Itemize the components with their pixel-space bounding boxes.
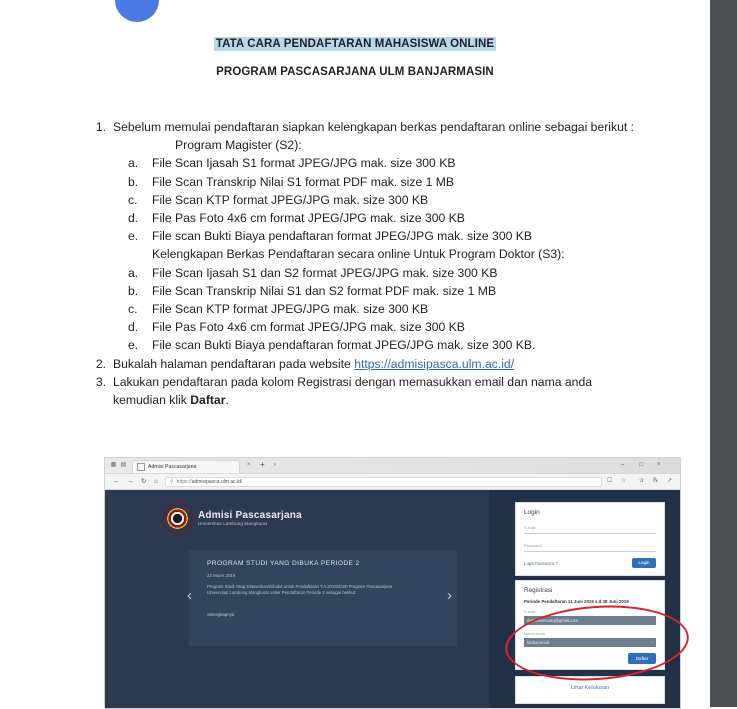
carousel-next-icon[interactable]: › — [447, 587, 452, 604]
registration-name-input[interactable] — [524, 638, 656, 647]
registration-name-label: Nama Anda — [524, 631, 545, 636]
hero-heading: PROGRAM STUDI YANG DIBUKA PERIODE 2 — [207, 560, 360, 567]
list-item-s2-b — [0, 173, 710, 191]
document-title-primary-text: TATA CARA PENDAFTARAN MAHASISWA ONLINE — [215, 38, 495, 50]
list-item-text: File Scan KTP format JPEG/JPG mak. size 300 KB — [152, 302, 429, 317]
hero-paragraph: Program Studi Yang Ditawarkan/Dibuka untuk Pendaftaran T.A 2019/2020 Program Pascasarjana Universitas Lambung Mangkurat untuk Pendaftaran Periode 2 sebagai berikut: — [207, 584, 393, 596]
list-marker: e. — [128, 229, 139, 244]
window-close-icon[interactable]: × — [657, 462, 661, 468]
list-item-text: Lakukan pendaftaran pada kolom Registrasi dengan memasukkan email dan nama anda — [113, 374, 593, 389]
url-host: admisipasca.ulm.ac.id — [191, 478, 241, 485]
list-item-1 — [0, 118, 710, 136]
list-item-text: File Scan Ijasah S1 dan S2 format JPEG/JPG mak. size 300 KB — [152, 265, 498, 280]
list-marker: c. — [128, 302, 138, 317]
back-icon[interactable]: ← — [113, 478, 120, 485]
list-item-s2-e — [0, 227, 710, 245]
list-marker: e. — [128, 338, 139, 353]
hero-date: 22 Maret 2019 — [207, 573, 236, 578]
new-tab-icon[interactable]: + — [260, 460, 265, 469]
carousel-prev-icon[interactable]: ‹ — [187, 587, 192, 604]
list-marker: d. — [128, 320, 139, 335]
login-card — [515, 502, 665, 576]
url-path: / — [240, 478, 243, 485]
home-icon[interactable]: ⌂ — [154, 478, 158, 485]
registration-card — [515, 580, 665, 670]
reading-view-icon[interactable]: ☐ — [607, 478, 613, 484]
forward-icon[interactable]: → — [127, 478, 134, 485]
hero-more-link[interactable]: Selengkapnya — [207, 612, 235, 617]
daftar-button[interactable]: Daftar — [628, 653, 656, 664]
list-item-text-end: . — [225, 393, 229, 408]
list-item-text: File Pas Foto 4x6 cm format JPEG/JPG mak. size 300 KB — [152, 211, 465, 226]
login-email-label: E-mail — [524, 525, 536, 530]
list-marker: a. — [128, 265, 139, 280]
list-item-text: Sebelum memulai pendaftaran siapkan kelengkapan berkas pendaftaran online sebagai berikut : — [113, 120, 635, 134]
login-password-input[interactable] — [524, 551, 656, 552]
registration-name-value: Mohammad — [527, 640, 550, 645]
login-password-label: Password — [524, 543, 542, 548]
reload-icon[interactable]: ↻ — [141, 478, 147, 485]
list-marker: 3. — [95, 374, 106, 389]
list-item-s3-b — [0, 282, 710, 300]
favorite-star-icon[interactable]: ☆ — [621, 478, 627, 484]
url-text — [177, 479, 243, 485]
list-item-text: File Scan Transkrip Nilai S1 format PDF mak. size 1 MB — [152, 174, 455, 189]
browser-tab-title: Admisi Pascasarjana — [148, 464, 197, 470]
registration-email-input[interactable]: dalamsemuraq@gmail.com — [524, 616, 656, 625]
list-item-text: File scan Bukti Biaya pendaftaran format JPEG/JPG mak. size 300 KB. — [152, 338, 536, 353]
login-card-title: Login — [524, 509, 540, 516]
list-item-text: Bukalah halaman pendaftaran pada website — [113, 356, 355, 371]
set-tabs-aside-icon[interactable]: ▤ — [120, 462, 127, 468]
list-item-text: File Scan Ijasah S1 format JPEG/JPG mak. size 300 KB — [152, 156, 456, 171]
tab-favicon — [137, 463, 145, 471]
list-marker: 2. — [95, 356, 106, 371]
list-item-s3-a — [0, 264, 710, 282]
login-button[interactable]: Login — [632, 558, 656, 568]
browser-tab-strip — [105, 458, 680, 474]
list-item-s3-d — [0, 318, 710, 336]
chevron-left-icon: ‹ — [650, 640, 652, 645]
window-minimize-icon[interactable]: – — [621, 462, 625, 468]
login-email-input[interactable] — [524, 533, 656, 534]
browser-tab[interactable] — [132, 460, 240, 473]
window-maximize-icon[interactable]: □ — [639, 462, 643, 468]
registration-email-label: E-mail — [524, 609, 536, 614]
lihat-kelulusan-link[interactable]: Lihat Kelulusan — [570, 685, 610, 691]
browser-address-bar — [105, 474, 680, 490]
list-marker: c. — [128, 192, 138, 207]
subheading-magister: Program Magister (S2): — [175, 138, 302, 153]
hero-carousel-card — [189, 550, 457, 646]
tab-preview-icon[interactable]: ▦ — [110, 462, 117, 468]
url-input[interactable] — [165, 477, 602, 487]
brand-text — [198, 510, 302, 526]
list-marker: b. — [128, 283, 139, 298]
lock-icon: ⚲ — [170, 478, 174, 485]
list-item-s2-d — [0, 209, 710, 227]
brand-subtitle: Universitas Lambung Mangkurat — [198, 521, 268, 527]
list-item-text: File scan Bukti Biaya pendaftaran format JPEG/JPG mak. size 300 KB — [152, 229, 533, 244]
list-item-text: File Scan Transkrip Nilai S1 dan S2 format PDF mak. size 1 MB — [152, 283, 497, 298]
list-item-s2-c — [0, 191, 710, 209]
list-item-text: kemudian klik — [113, 393, 191, 408]
list-item-2 — [0, 355, 710, 373]
registration-period: Periode Pendaftaran 11 Juni 2019 s.d 28 Juni 2019 — [524, 599, 629, 604]
document-body — [0, 118, 710, 409]
viewer-right-gutter — [710, 0, 737, 707]
website-content — [105, 490, 680, 709]
brand-name: Admisi Pascasarjana — [198, 510, 302, 522]
list-item-s3-c — [0, 300, 710, 318]
chevron-down-icon[interactable]: ∨ — [273, 462, 277, 468]
blue-circle-decoration — [115, 0, 159, 22]
close-tab-icon[interactable]: × — [247, 462, 251, 468]
list-item-s2-a — [0, 154, 710, 172]
list-item-3 — [0, 373, 710, 391]
daftar-keyword: Daftar — [190, 393, 226, 408]
list-item-text: File Pas Foto 4x6 cm format JPEG/JPG mak. size 300 KB — [152, 320, 465, 335]
share-icon[interactable]: ↗ — [667, 478, 673, 484]
registration-site-link[interactable]: https://admisipasca.ulm.ac.id/ — [354, 356, 515, 371]
graduation-card — [515, 676, 665, 704]
list-marker: 1. — [95, 120, 106, 134]
list-marker: a. — [128, 156, 139, 171]
document-title-secondary: PROGRAM PASCASARJANA ULM BANJARMASIN — [216, 66, 494, 78]
list-item-3-continuation — [0, 391, 710, 409]
list-marker: d. — [128, 211, 139, 226]
subheading-doktor: Kelengkapan Berkas Pendaftaran secara online Untuk Program Doktor (S3): — [152, 247, 565, 262]
ulm-logo-icon — [163, 504, 192, 533]
list-item-s3-e — [0, 336, 710, 354]
site-brand — [163, 504, 302, 533]
favorites-bar-icon[interactable]: ℞ — [653, 478, 659, 484]
document-title-primary — [0, 38, 710, 50]
embedded-browser-screenshot — [104, 457, 681, 709]
list-marker: b. — [128, 174, 139, 189]
list-item-text: File Scan KTP format JPEG/JPG mak. size 300 KB — [152, 192, 429, 207]
registration-card-title: Registrasi — [524, 587, 553, 594]
collections-icon[interactable]: ✰ — [639, 478, 645, 484]
forgot-password-link[interactable]: Lupa Password ? — [524, 561, 558, 566]
url-scheme: https:// — [176, 478, 192, 485]
